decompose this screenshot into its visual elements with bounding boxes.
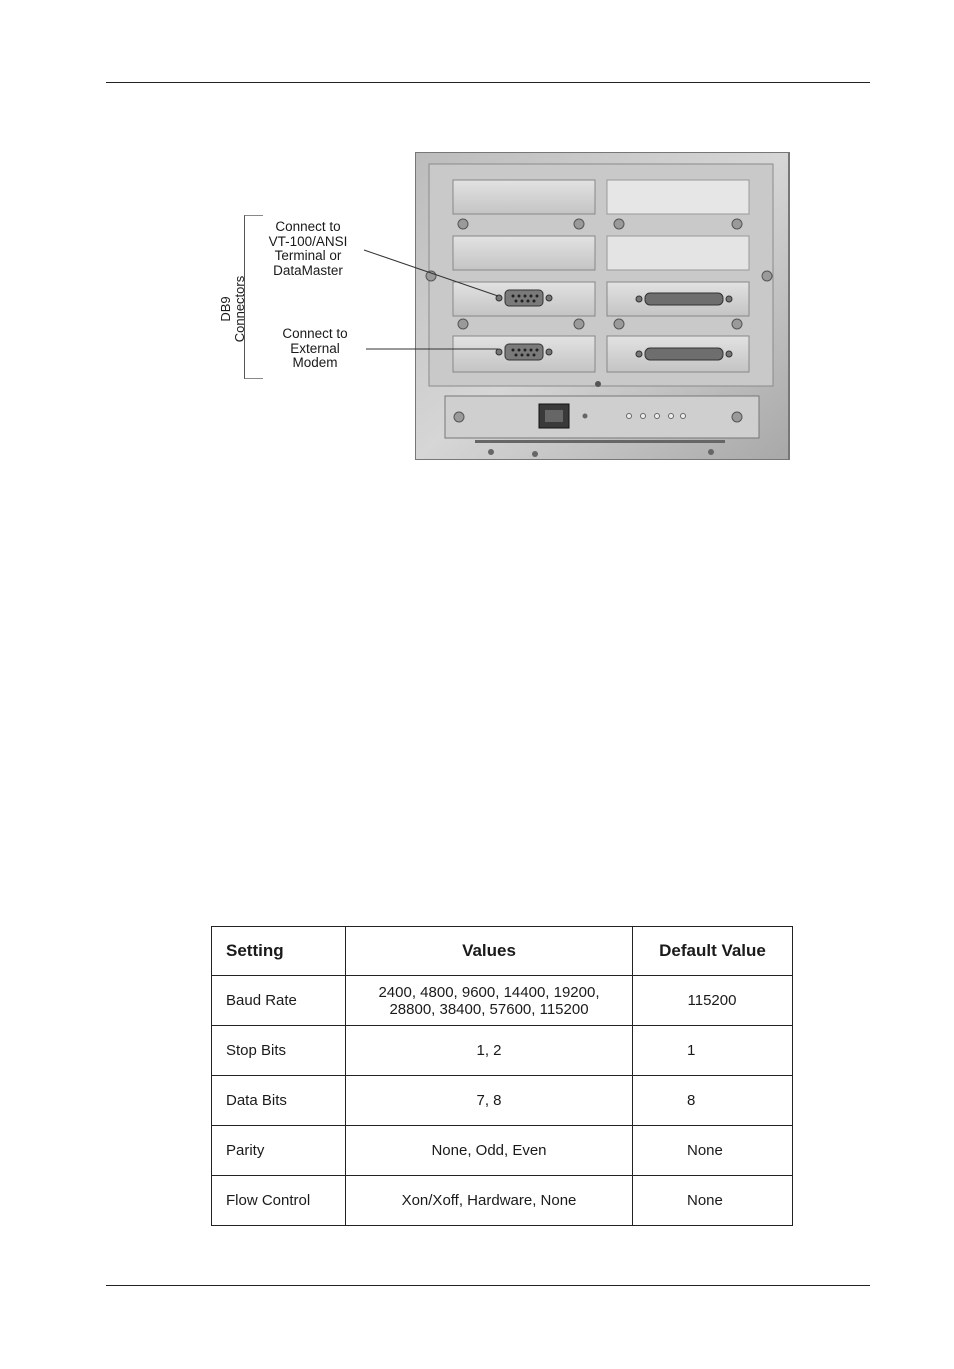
cell-setting: Data Bits	[212, 1076, 346, 1126]
table-row	[212, 1176, 793, 1226]
rear-panel-image	[415, 152, 790, 460]
db9-label-line: DB9	[218, 296, 233, 322]
callout-line: External	[290, 340, 340, 356]
values-line: 28800, 38400, 57600, 115200	[389, 1000, 589, 1018]
header-rule	[106, 82, 870, 83]
callout-line: Connect to	[275, 219, 341, 234]
callout-terminal	[258, 220, 358, 278]
table-row	[212, 1026, 793, 1076]
cell-default: None	[633, 1176, 793, 1226]
callout-line: DataMaster	[273, 262, 343, 278]
values-line: 2400, 4800, 9600, 14400, 19200,	[378, 983, 600, 1001]
table-row	[212, 1126, 793, 1176]
table-row	[212, 976, 793, 1026]
cell-values: 1, 2	[346, 1026, 633, 1076]
cell-values: 7, 8	[346, 1076, 633, 1126]
callout-modem	[265, 327, 365, 371]
header-default-value: Default Value	[633, 927, 793, 976]
rear-panel-figure	[180, 150, 800, 460]
table-row	[212, 1076, 793, 1126]
cell-values: Xon/Xoff, Hardware, None	[346, 1176, 633, 1226]
db9-connectors-label	[219, 264, 247, 354]
cell-setting: Flow Control	[212, 1176, 346, 1226]
callout-line: Modem	[292, 355, 338, 370]
cell-values	[346, 976, 633, 1026]
cell-default: None	[633, 1126, 793, 1176]
callout-line: Connect to	[282, 326, 348, 341]
cell-setting: Parity	[212, 1126, 346, 1176]
footer-rule	[106, 1285, 870, 1286]
db9-label-line: Connectors	[232, 275, 247, 343]
cell-default: 8	[633, 1076, 793, 1126]
callout-line: Terminal or	[274, 248, 342, 263]
cell-default: 1	[633, 1026, 793, 1076]
cell-values: None, Odd, Even	[346, 1126, 633, 1176]
serial-settings-table	[211, 926, 793, 1226]
table-header-row	[212, 927, 793, 976]
header-values: Values	[346, 927, 633, 976]
cell-default: 115200	[633, 976, 793, 1026]
header-setting: Setting	[212, 927, 346, 976]
cell-setting: Stop Bits	[212, 1026, 346, 1076]
cell-setting: Baud Rate	[212, 976, 346, 1026]
callout-line: VT-100/ANSI	[268, 233, 348, 249]
